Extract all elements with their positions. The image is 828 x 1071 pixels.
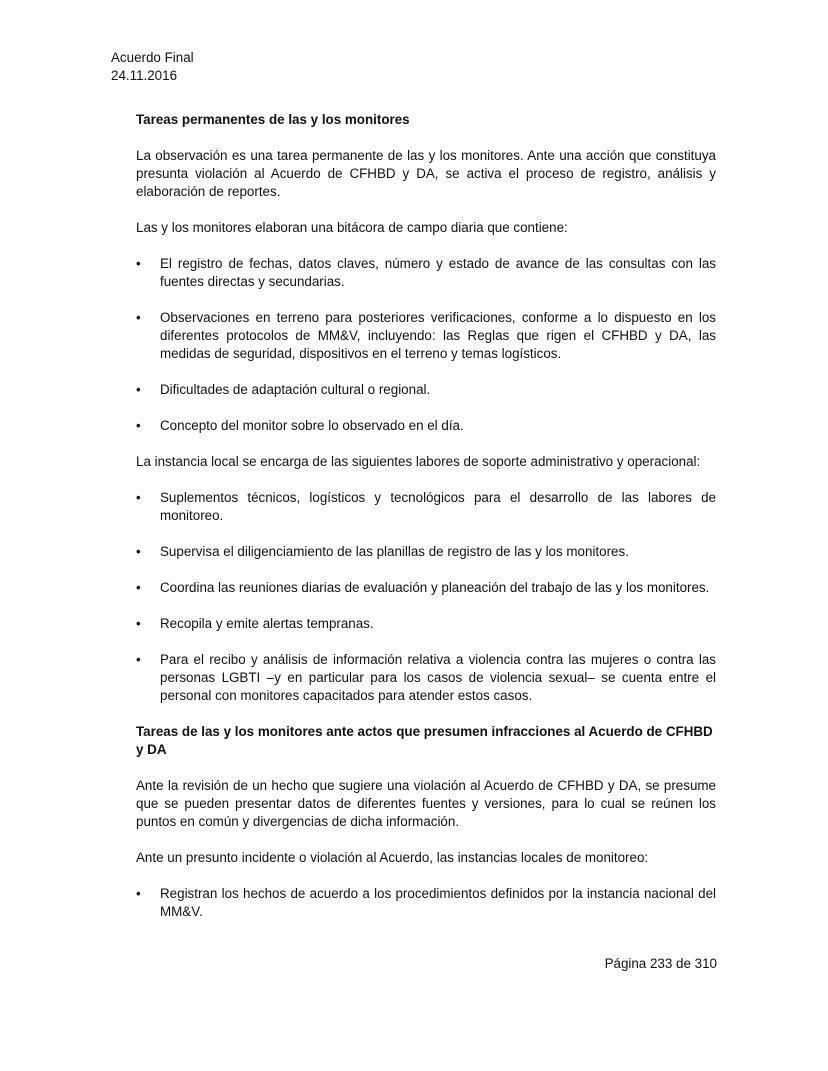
- bullet-icon: •: [136, 544, 141, 559]
- list-item-text: Recopila y emite alertas tempranas.: [160, 616, 374, 631]
- list-item-text: Suplementos técnicos, logísticos y tecnológicos para el desarrollo de las labores de monitoreo.: [160, 490, 716, 523]
- list-item-text: Coordina las reuniones diarias de evaluación y planeación del trabajo de las y los monitores.: [160, 580, 710, 595]
- bullet-icon: •: [136, 418, 141, 433]
- incident-list: [136, 885, 716, 921]
- list-item: [136, 579, 716, 597]
- list-item-text: El registro de fechas, datos claves, número y estado de avance de las consultas con las fuentes directas y secundarias.: [160, 256, 716, 289]
- paragraph-observation: La observación es una tarea permanente de las y los monitores. Ante una acción que constituya presunta violación al Acuerdo de CFHBD y DA, se activa el proceso de registro, análisis y elaboración de reportes.: [136, 148, 716, 199]
- bullet-icon: •: [136, 310, 141, 325]
- section-heading-permanent-tasks: Tareas permanentes de las y los monitores: [136, 112, 410, 127]
- list-item: [136, 489, 716, 525]
- list-item-text: Concepto del monitor sobre lo observado en el día.: [160, 418, 464, 433]
- list-item-text: Observaciones en terreno para posteriores verificaciones, conforme a lo dispuesto en los diferentes protocolos de MM&V, incluyendo: las Reglas que rigen el CFHBD y DA, las medidas de seguridad, dispositivos en el terreno y temas logísticos.: [160, 310, 716, 361]
- document-header: [111, 49, 194, 85]
- bullet-icon: •: [136, 382, 141, 397]
- page-content: [136, 111, 716, 939]
- paragraph-incident-intro: Ante un presunto incidente o violación al Acuerdo, las instancias locales de monitoreo:: [136, 850, 649, 865]
- list-item-text: Registran los hechos de acuerdo a los procedimientos definidos por la instancia nacional del MM&V.: [160, 886, 716, 919]
- document-date: 24.11.2016: [111, 68, 178, 83]
- bullet-icon: •: [136, 886, 141, 901]
- list-item-text: Dificultades de adaptación cultural o regional.: [160, 382, 431, 397]
- list-item: [136, 885, 716, 921]
- list-item: [136, 651, 716, 705]
- list-item: [136, 255, 716, 291]
- list-item-text: Para el recibo y análisis de información relativa a violencia contra las mujeres o contra las personas LGBTI –y en particular para los casos de violencia sexual– se cuenta entre el personal con monitores capacitados para atender estos casos.: [160, 652, 716, 703]
- bullet-icon: •: [136, 256, 141, 271]
- paragraph-review: Ante la revisión de un hecho que sugiere una violación al Acuerdo de CFHBD y DA, se presume que se pueden presentar datos de diferentes fuentes y versiones, para lo cual se reúnen los puntos en común y divergencias de dicha información.: [136, 778, 716, 829]
- bullet-icon: •: [136, 652, 141, 667]
- list-item: [136, 615, 716, 633]
- support-list: [136, 489, 716, 705]
- section-heading-infractions: Tareas de las y los monitores ante actos que presumen infracciones al Acuerdo de CFHBD y DA: [136, 724, 713, 757]
- bullet-icon: •: [136, 490, 141, 505]
- logbook-list: [136, 255, 716, 435]
- list-item-text: Supervisa el diligenciamiento de las planillas de registro de las y los monitores.: [160, 544, 629, 559]
- paragraph-support-intro: La instancia local se encarga de las siguientes labores de soporte administrativo y operacional:: [136, 454, 701, 469]
- list-item: [136, 417, 716, 435]
- bullet-icon: •: [136, 580, 141, 595]
- document-title: Acuerdo Final: [111, 50, 194, 65]
- bullet-icon: •: [136, 616, 141, 631]
- paragraph-logbook-intro: Las y los monitores elaboran una bitácora de campo diaria que contiene:: [136, 220, 568, 235]
- list-item: [136, 309, 716, 363]
- list-item: [136, 543, 716, 561]
- page-number: Página 233 de 310: [604, 956, 717, 971]
- list-item: [136, 381, 716, 399]
